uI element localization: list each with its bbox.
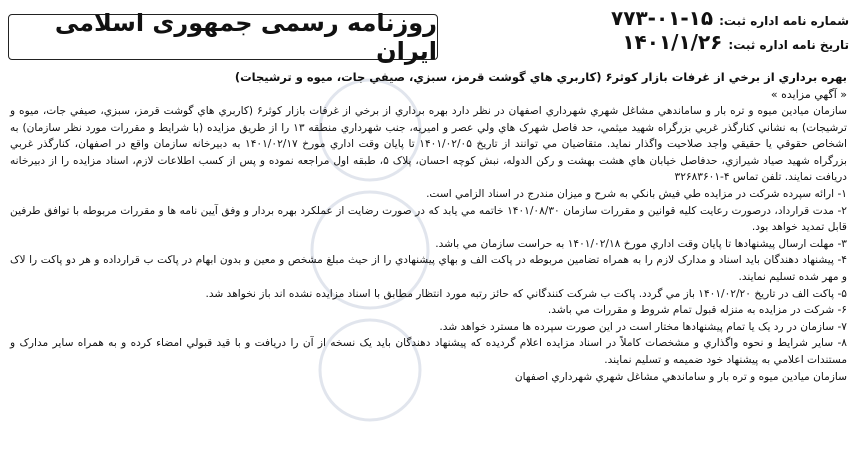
reg-number-line [611,6,849,30]
notice-item-1: ۱- ارائه سپرده شركت در مزايده طي فيش بانكي به شرح و ميزان مندرج در اسناد الزامي است. [426,187,847,200]
notice-item-4: ۴- پيشنهاد دهندگان بايد اسناد و مدارک لازم را به همراه تضامين مربوطه در پاكت الف و بهاي پيشنهادي را از حيث مبلغ مشخص و معين و بدون ابهام در پاكت ب قرارداده و هر دو پاكت را لاک و مهر شده تسليم نمايند. [10,254,847,283]
reg-date-line [611,30,849,54]
notice-intro: سازمان ميادين ميوه و تره بار و ساماندهي مشاغل شهري شهرداري اصفهان در نظر دارد بهره برداري از برخي از غرفات بازار كوثر۶ (كاربري هاي گوشت قرمز، سبزي، صيفي جات، ميوه و ترشيجات) به نشاني كنارگذر غربي بزرگراه شهيد ميثمي، حد فاصل شهرک هاي ولي عصر و اميريه، جنب شهرداري منطقه ۱۳ را از طريق مزايده (با شرايط و مقررات مورد نظر سازمان) به اشخاص حقوقي يا حقيقي واجد صلاحيت واگذار نمايد. متقاضيان مي توانند از تاريخ ۱۴۰۱/۰۲/۰۵ تا پايان وقت اداري مورخ ۱۴۰۱/۰۲/۱۷ به دبيرخانه سازمان واقع در اصفهان، كنارگذر غربي بزرگراه شهيد صياد شيرازي، حدفاصل خيابان هاي هشت بهشت و ركن الدوله، نبش كوچه احسان، پلاک ۵، طبقه اول مراجعه نموده و پس از كسب اطلاعات لازم، اسناد مزايده را از دبيرخانه دريافت نمايند. تلفن تماس ۴-۳۲۶۸۳۶۰۱ [10,105,848,184]
notice-item-3: ۳- مهلت ارسال پيشنهادها تا پايان وقت اداري مورخ ۱۴۰۱/۰۲/۱۸ به حراست سازمان مي باشد. [435,237,847,250]
notice-item-5: ۵- پاكت الف در تاريخ ۱۴۰۱/۰۲/۲۰ باز مي گردد. پاكت ب شركت كنندگاني كه حائز رتبه مورد انتظار مطابق با اسناد مزايده نشده اند باز نخواهد شد. [205,287,847,300]
notice-item-6: ۶- شركت در مزايده به منزله قبول تمام شروط و مقررات مي باشد. [547,304,847,317]
notice-item-7: ۷- سازمان در رد يک يا تمام پيشنهادها مختار است در اين صورت سپرده ها مسترد خواهد شد. [439,320,847,333]
gazette-title: روزنامه رسمی جمهوری اسلامی ایران [54,9,437,65]
notice-item-8: ۸- ساير شرايط و نحوه واگذاري و مشخصات كاملاً در اسناد مزايده اعلام گرديده كه پيشنهاد دهندگان بايد يک نسخه از آن را دريافت و با قيد قبولي امضاء كرده و به همراه ساير مدارک و مستندات اعلامي به پيشنهاد خود ضميمه و تسليم نمايند. [10,337,847,366]
notice-headline: بهره برداري از برخي از غرفات بازار كوثر۶ (كاربري هاي گوشت قرمز، سبزي، صيفي جات، ميوه و ترشيجات) [234,70,847,84]
notice-body [10,68,847,385]
gazette-title-box [8,9,438,65]
registration-block [611,6,849,54]
notice-signature: سازمان ميادين ميوه و تره بار و ساماندهي مشاغل شهري شهرداري اصفهان [514,370,847,383]
notice-item-2: ۲- مدت قرارداد، درصورت رعايت كليه قوانين و مقررات سازمان ۱۴۰۱/۰۸/۳۰ خاتمه مي يابد كه در صورت رضايت از عملكرد بهره بردار و وفق آيين نامه ها و مقررات مربوطه با توافق طرفين قابل تمديد خواهد بود. [10,204,847,234]
header [8,6,849,65]
reg-date-label: تاریخ نامه اداره ثبت: [728,38,849,52]
reg-number-label: شماره نامه اداره ثبت: [719,14,849,28]
reg-date-value: ۱۴۰۱/۱/۲۶ [622,30,723,54]
notice-subtitle: « آگهي مزايده » [770,88,847,101]
reg-number-value: ۷۷۳-۰۱-۱۵ [611,6,714,30]
